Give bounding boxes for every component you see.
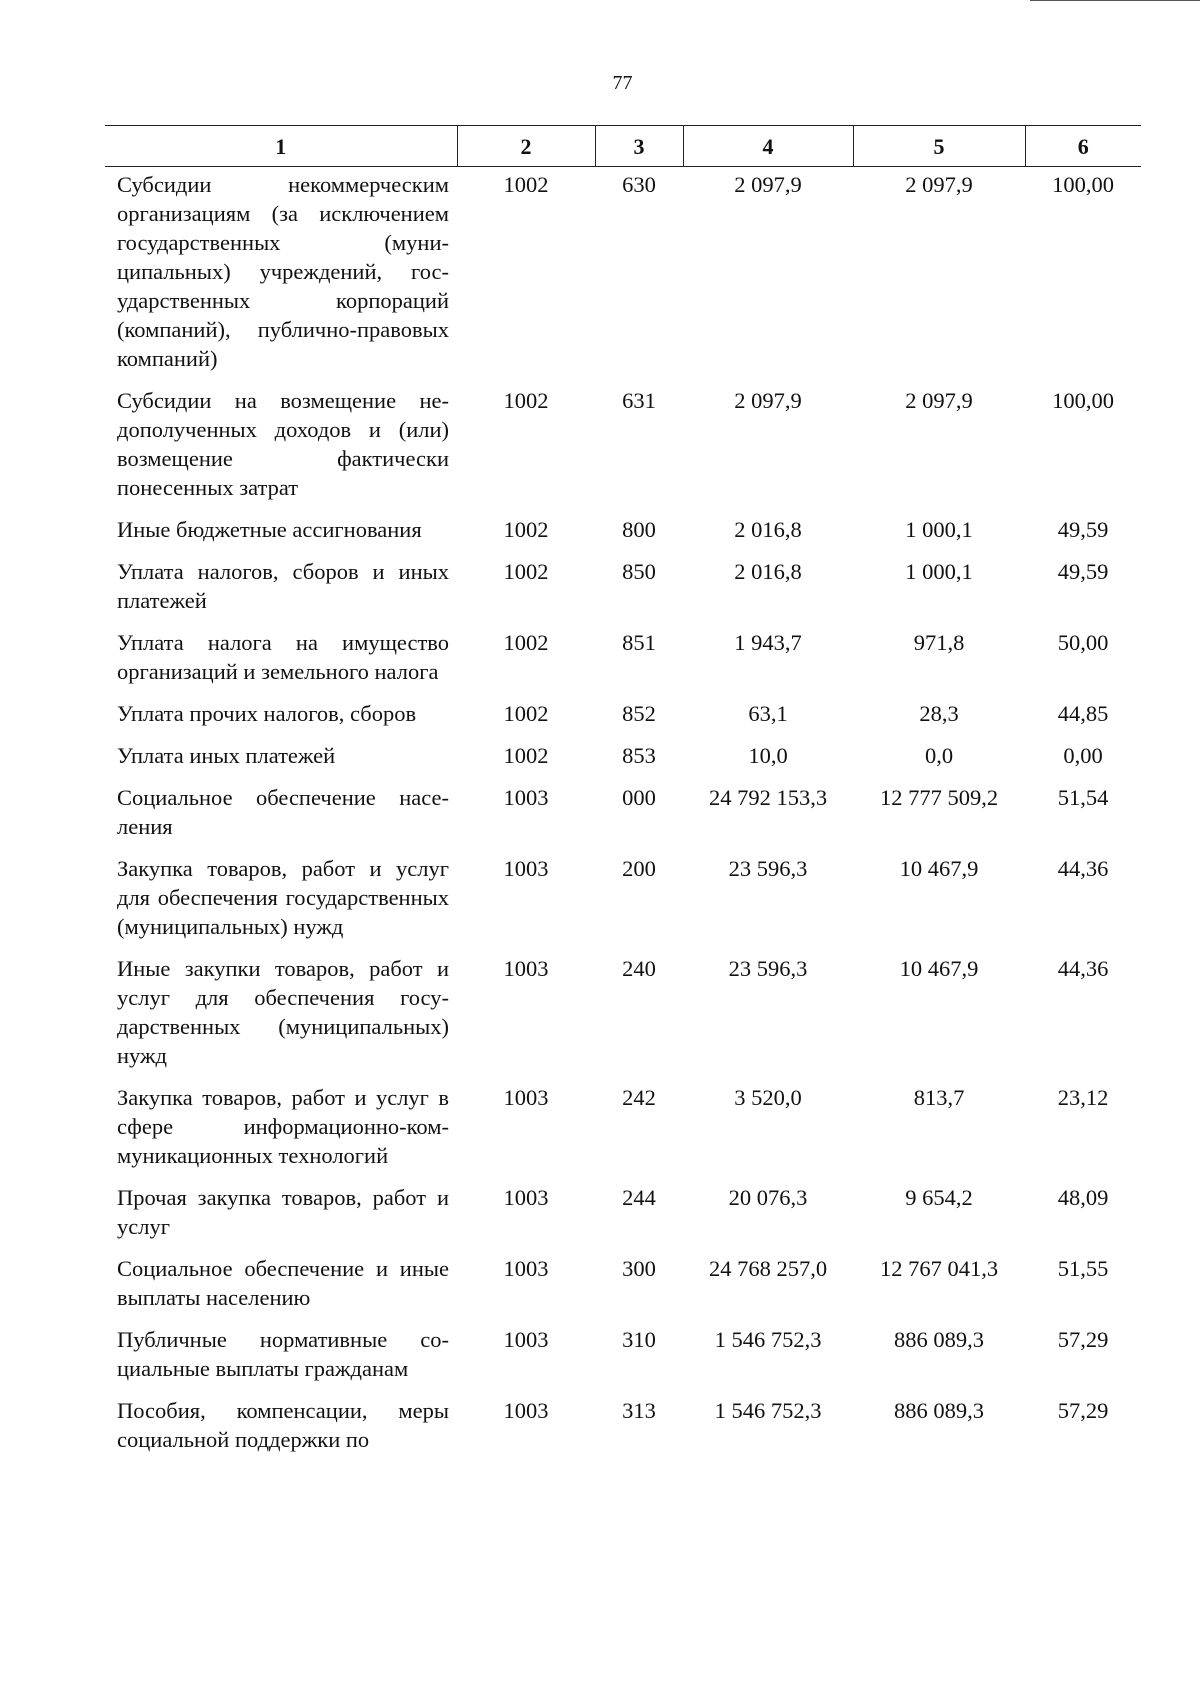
- table-row: [105, 515, 1141, 557]
- row-section-code: 1002: [503, 630, 549, 655]
- row-executed-amount: 12 767 041,3: [879, 1256, 999, 1281]
- row-name: Иные бюджетные ассигнования: [117, 517, 422, 542]
- row-planned-amount: 2 097,9: [734, 172, 802, 197]
- row-executed-amount: 886 089,3: [894, 1327, 984, 1352]
- row-name: Прочая закупка товаров, работ и услуг: [117, 1185, 449, 1239]
- row-execution-percent: 44,36: [1057, 856, 1109, 881]
- row-execution-percent: 44,36: [1057, 956, 1109, 981]
- row-section-code: 1002: [503, 743, 549, 768]
- table-header-row: [105, 126, 1141, 167]
- table-row: [105, 1083, 1141, 1183]
- row-expense-type-code: 242: [622, 1085, 656, 1110]
- table-row: [105, 854, 1141, 954]
- row-name: Публичные нормативные социальные выплаты гражданам: [117, 1327, 449, 1381]
- row-expense-type-code: 240: [622, 956, 656, 981]
- row-executed-amount: 2 097,9: [905, 388, 973, 413]
- table-row: [105, 167, 1141, 387]
- row-executed-amount: 971,8: [913, 630, 965, 655]
- table-row: [105, 1396, 1141, 1467]
- row-section-code: 1003: [503, 1185, 549, 1210]
- row-expense-type-code: 851: [622, 630, 656, 655]
- row-planned-amount: 2 097,9: [734, 388, 802, 413]
- row-planned-amount: 1 943,7: [734, 630, 802, 655]
- row-planned-amount: 24 768 257,0: [708, 1256, 828, 1281]
- row-planned-amount: 2 016,8: [734, 517, 802, 542]
- row-planned-amount: 23 596,3: [728, 956, 808, 981]
- row-expense-type-code: 244: [622, 1185, 656, 1210]
- row-execution-percent: 100,00: [1052, 388, 1114, 413]
- table-row: [105, 1254, 1141, 1325]
- column-header-6: 6: [1025, 126, 1141, 167]
- row-planned-amount: 20 076,3: [728, 1185, 808, 1210]
- row-execution-percent: 49,59: [1057, 517, 1109, 542]
- row-expense-type-code: 852: [622, 701, 656, 726]
- table-row: [105, 557, 1141, 628]
- row-execution-percent: 49,59: [1057, 559, 1109, 584]
- row-expense-type-code: 630: [622, 172, 656, 197]
- row-execution-percent: 44,85: [1057, 701, 1109, 726]
- row-section-code: 1002: [503, 172, 549, 197]
- row-execution-percent: 23,12: [1057, 1085, 1109, 1110]
- row-section-code: 1002: [503, 559, 549, 584]
- table-row: [105, 1183, 1141, 1254]
- column-header-1: 1: [105, 126, 457, 167]
- row-executed-amount: 1 000,1: [905, 517, 973, 542]
- row-execution-percent: 0,00: [1063, 743, 1103, 768]
- table-row: [105, 1325, 1141, 1396]
- row-name: Уплата иных платежей: [117, 743, 336, 768]
- column-header-3: 3: [595, 126, 683, 167]
- row-name: Уплата налога на имущество организаций и земельного налога: [117, 630, 449, 684]
- row-name: Уплата налогов, сборов и иных платежей: [117, 559, 449, 613]
- row-planned-amount: 24 792 153,3: [708, 785, 828, 810]
- page-number: 77: [612, 72, 633, 94]
- row-name: Субсидии некоммерческим организациям (за исключением государственных (муниципальных) учреждений, государственных корпораций (компаний), публично-правовых компаний): [117, 172, 449, 371]
- row-planned-amount: 63,1: [748, 701, 788, 726]
- budget-table: [105, 125, 1141, 1467]
- row-expense-type-code: 300: [622, 1256, 656, 1281]
- row-expense-type-code: 850: [622, 559, 656, 584]
- row-executed-amount: 886 089,3: [894, 1398, 984, 1423]
- column-header-2: 2: [457, 126, 595, 167]
- row-name: Социальное обеспечение населения: [117, 785, 449, 839]
- row-name: Иные закупки товаров, работ и услуг для обеспечения государственных (муниципальных) нужд: [117, 956, 449, 1068]
- column-header-5: 5: [853, 126, 1025, 167]
- table-row: [105, 628, 1141, 699]
- row-execution-percent: 50,00: [1057, 630, 1109, 655]
- row-planned-amount: 3 520,0: [734, 1085, 802, 1110]
- row-expense-type-code: 310: [622, 1327, 656, 1352]
- row-planned-amount: 23 596,3: [728, 856, 808, 881]
- row-name: Закупка товаров, работ и услуг в сфере информационно-коммуникационных технологий: [117, 1085, 449, 1168]
- row-executed-amount: 0,0: [924, 743, 954, 768]
- row-name: Пособия, компенсации, меры социальной поддержки по: [117, 1398, 449, 1452]
- row-execution-percent: 51,55: [1057, 1256, 1109, 1281]
- row-section-code: 1003: [503, 956, 549, 981]
- row-name: Закупка товаров, работ и услуг для обеспечения государственных (муниципальных) нужд: [117, 856, 449, 939]
- row-expense-type-code: 800: [622, 517, 656, 542]
- row-execution-percent: 51,54: [1057, 785, 1109, 810]
- row-executed-amount: 813,7: [913, 1085, 965, 1110]
- row-name: Социальное обеспечение и иные выплаты населению: [117, 1256, 449, 1310]
- table-row: [105, 386, 1141, 515]
- table-row: [105, 954, 1141, 1083]
- row-execution-percent: 57,29: [1057, 1327, 1109, 1352]
- row-execution-percent: 48,09: [1057, 1185, 1109, 1210]
- row-section-code: 1003: [503, 785, 549, 810]
- row-executed-amount: 12 777 509,2: [879, 785, 999, 810]
- table-row: [105, 783, 1141, 854]
- row-section-code: 1003: [503, 1327, 549, 1352]
- row-name: Субсидии на возмещение недополученных доходов и (или) возмещение фактически понесенных затрат: [117, 388, 449, 500]
- row-planned-amount: 10,0: [748, 743, 788, 768]
- row-section-code: 1002: [503, 517, 549, 542]
- row-section-code: 1002: [503, 388, 549, 413]
- row-execution-percent: 57,29: [1057, 1398, 1109, 1423]
- row-section-code: 1002: [503, 701, 549, 726]
- row-executed-amount: 28,3: [919, 701, 959, 726]
- row-name: Уплата прочих налогов, сборов: [117, 701, 417, 726]
- row-planned-amount: 2 016,8: [734, 559, 802, 584]
- row-executed-amount: 1 000,1: [905, 559, 973, 584]
- row-execution-percent: 100,00: [1052, 172, 1114, 197]
- row-executed-amount: 2 097,9: [905, 172, 973, 197]
- row-executed-amount: 10 467,9: [899, 956, 979, 981]
- row-planned-amount: 1 546 752,3: [714, 1398, 822, 1423]
- row-planned-amount: 1 546 752,3: [714, 1327, 822, 1352]
- row-section-code: 1003: [503, 1256, 549, 1281]
- scan-edge-rule: [1030, 0, 1200, 1]
- row-section-code: 1003: [503, 1398, 549, 1423]
- row-expense-type-code: 631: [622, 388, 656, 413]
- row-expense-type-code: 853: [622, 743, 656, 768]
- row-expense-type-code: 313: [622, 1398, 656, 1423]
- row-section-code: 1003: [503, 856, 549, 881]
- row-executed-amount: 10 467,9: [899, 856, 979, 881]
- row-expense-type-code: 200: [622, 856, 656, 881]
- column-header-4: 4: [683, 126, 853, 167]
- row-executed-amount: 9 654,2: [905, 1185, 973, 1210]
- row-section-code: 1003: [503, 1085, 549, 1110]
- table-row: [105, 741, 1141, 783]
- row-expense-type-code: 000: [622, 785, 656, 810]
- table-row: [105, 699, 1141, 741]
